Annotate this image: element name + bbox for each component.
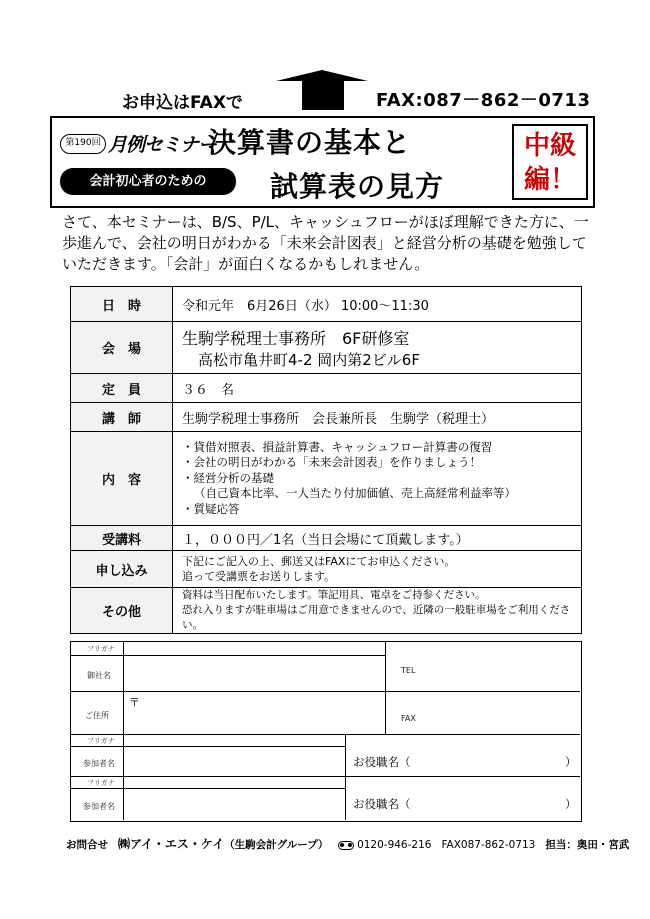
date-value: 令和元年 6月26日（水） 10:00～11:30: [173, 287, 582, 322]
fee-value: １，０００円／1名（当日会場にて頂戴します。）: [173, 526, 582, 551]
date-label: 日 時: [71, 287, 173, 322]
audience-badge: 会計初心者のための: [60, 168, 236, 195]
venue-row: [71, 322, 582, 374]
lecturer-row: [71, 403, 582, 432]
other-line: 資料は当日配布いたします。筆記用具、電卓をご持参ください。: [182, 589, 486, 601]
address-field[interactable]: [141, 693, 381, 733]
furigana-label: フリガナ: [87, 645, 115, 653]
form-divider: [71, 655, 385, 656]
tel-field[interactable]: [391, 643, 577, 690]
capacity-label: 定 員: [71, 374, 173, 403]
venue-name: 生駒学税理士事務所 6F研修室: [182, 328, 410, 348]
job-title-close: ）: [565, 755, 577, 769]
company-name: ㈱アイ・エス・ケイ: [118, 837, 225, 851]
company-group: （生駒会計グループ）: [224, 839, 329, 851]
form-divider: [123, 642, 124, 820]
fee-label: 受講料: [71, 526, 173, 551]
form-divider: [71, 691, 580, 692]
lecturer-value: 生駒学税理士事務所 会長兼所長 生駒学（税理士）: [173, 403, 582, 432]
attendee-label: 参加者名: [83, 759, 115, 768]
seminar-info-table: [70, 286, 582, 634]
job-title-label: お役職名（: [353, 755, 411, 769]
capacity-value: ３６ 名: [173, 374, 582, 403]
job-title-close: ）: [565, 797, 577, 811]
phone-number: 0120-946-216: [357, 839, 432, 851]
level-badge: [512, 124, 588, 200]
seminar-title-line2: 試算表の見方: [270, 170, 445, 203]
content-label: 内 容: [71, 432, 173, 526]
content-item: ・質疑応答: [182, 501, 240, 516]
content-item: ・会社の明日がわかる「未来会計図表」を作りましょう！: [182, 455, 481, 470]
content-item: ・貸借対照表、損益計算書、キャッシュフロー計算書の復習: [182, 439, 493, 454]
apply-line: 下記にご記入の上、郵送又はFAXにてお申込ください。: [182, 555, 456, 568]
footer-fax: FAX087-862-0713: [441, 839, 536, 851]
form-divider: [71, 788, 345, 789]
apply-value: [173, 551, 582, 588]
apply-row: [71, 551, 582, 588]
content-row: [71, 432, 582, 526]
form-divider: [71, 734, 580, 735]
tel-label: TEL: [401, 666, 416, 675]
fax-number: FAX:087－862－0713: [376, 90, 591, 111]
attendee-label: 参加者名: [83, 802, 115, 811]
address-label: ご住所: [85, 711, 109, 720]
other-line: 恐れ入りますが駐車場はご用意できませんので、近隣の一般駐車場をご利用ください。: [182, 604, 571, 631]
level-badge-line1: 中級: [523, 131, 576, 161]
form-divider: [385, 642, 386, 734]
edition-badge: 第190回: [60, 134, 106, 154]
form-divider: [71, 776, 580, 777]
furigana-label: フリガナ: [87, 779, 115, 787]
lecturer-label: 講 師: [71, 403, 173, 432]
form-divider: [345, 734, 346, 820]
capacity-row: [71, 374, 582, 403]
intro-paragraph: さて、本セミナーは、B/S、P/L、キャッシュフローがほぼ理解できた方に、一歩進んで、会社の明日がわかる「未来会計図表」と経営分析の基礎を勉強していただきます。「会計」が面白くなるかもしれません。: [62, 213, 589, 273]
content-value: [173, 432, 582, 526]
fax-field[interactable]: [391, 693, 577, 733]
furigana-label: フリガナ: [87, 737, 115, 745]
attendee-name-field[interactable]: [131, 790, 341, 818]
content-item: （自己資本比率、一人当たり付加価値、売上高経常利益率等）: [194, 486, 516, 501]
contact-label: お問合せ: [66, 839, 108, 851]
postal-mark: 〒: [129, 696, 140, 709]
other-row: [71, 588, 582, 634]
series-logo: 月例セミナー: [108, 134, 217, 156]
job-title-field[interactable]: [421, 748, 561, 774]
form-divider: [71, 746, 345, 747]
fee-row: [71, 526, 582, 551]
seminar-title-line1: 決算書の基本と: [208, 126, 412, 159]
job-title-label: お役職名（: [353, 797, 411, 811]
arrow-up-icon-stem: [302, 80, 344, 110]
level-badge-line2: 編！: [523, 165, 576, 195]
contact-footer: [66, 835, 630, 852]
venue-address: 高松市亀井町4-2 岡内第2ビル6F: [198, 350, 420, 369]
other-value: [173, 588, 582, 634]
job-title-field[interactable]: [421, 790, 561, 817]
company-furigana-field[interactable]: [131, 643, 381, 654]
application-form: [70, 641, 582, 822]
apply-label: 申し込み: [71, 551, 173, 588]
date-row: [71, 287, 582, 322]
venue-label: 会 場: [71, 322, 173, 374]
freedial-icon: [338, 841, 354, 850]
fax-label: FAX: [401, 714, 416, 723]
company-field[interactable]: [131, 657, 381, 689]
other-label: その他: [71, 588, 173, 634]
apply-line: 追って受講票をお送りします。: [182, 570, 336, 583]
venue-value: [173, 322, 582, 374]
attendee-name-field[interactable]: [131, 748, 341, 775]
staff-names: 担当：奥田・宮武: [545, 839, 630, 851]
content-item: ・経営分析の基礎: [182, 470, 274, 485]
apply-by-fax-label: お申込はFAXで: [122, 93, 243, 113]
company-label: 御社名: [87, 671, 111, 680]
